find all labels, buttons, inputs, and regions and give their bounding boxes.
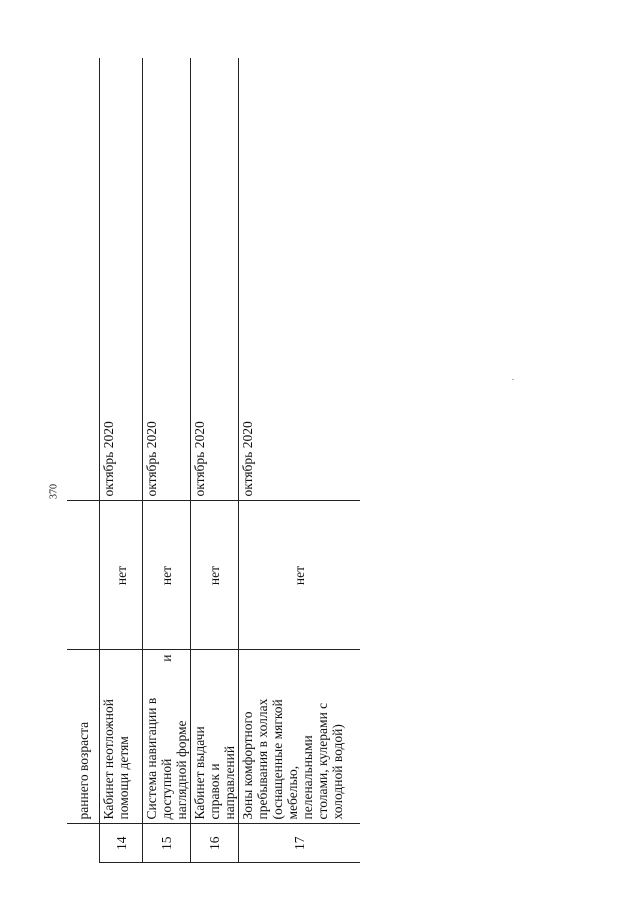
table-row-continuation xyxy=(67,58,100,863)
cell-continuation-label: раннего возраста xyxy=(67,650,100,824)
cell-availability: нет xyxy=(239,501,361,650)
cell-deadline: октябрь 2020 xyxy=(100,58,143,501)
name-line: направлений xyxy=(222,745,237,820)
page-number: 370 xyxy=(48,484,60,499)
table-row xyxy=(239,58,361,863)
table-row xyxy=(100,58,143,863)
cell-name xyxy=(239,650,361,824)
name-line: Зоны комфортного xyxy=(240,711,255,820)
cell-deadline-empty xyxy=(67,58,100,501)
name-line: Кабинет неотложной xyxy=(101,699,116,820)
scan-speck xyxy=(512,379,514,380)
name-line: помощи детям xyxy=(116,736,131,820)
cell-num: 16 xyxy=(191,824,239,863)
cell-name xyxy=(143,650,191,824)
name-line: наглядной форме xyxy=(174,720,189,820)
cell-availability-empty xyxy=(67,501,100,650)
cell-availability: нет xyxy=(100,501,143,650)
name-line: пеленальными xyxy=(300,735,315,820)
cell-num: 14 xyxy=(100,824,143,863)
cell-num: 15 xyxy=(143,824,191,863)
cell-num-empty xyxy=(67,824,100,863)
name-line-justified xyxy=(159,655,174,820)
cell-availability: нет xyxy=(143,501,191,650)
name-line-part: и xyxy=(159,654,174,662)
name-line: столами, кулерами с xyxy=(315,702,330,820)
name-line: справок и xyxy=(207,763,222,820)
name-line: холодной водой) xyxy=(330,724,345,820)
equipment-table xyxy=(67,58,360,863)
cell-name xyxy=(191,650,239,824)
cell-deadline: октябрь 2020 xyxy=(143,58,191,501)
name-line: Система навигации в xyxy=(144,697,159,820)
name-line: (оснащенные мягкой xyxy=(270,699,285,820)
table-row xyxy=(143,58,191,863)
cell-deadline: октябрь 2020 xyxy=(239,58,361,501)
name-line: мебелью, xyxy=(285,765,300,820)
table-viewport xyxy=(67,58,360,863)
cell-num: 17 xyxy=(239,824,361,863)
name-line: Кабинет выдачи xyxy=(192,726,207,820)
cell-deadline: октябрь 2020 xyxy=(191,58,239,501)
table-rotation-wrapper xyxy=(67,58,360,863)
name-line: пребывания в холлах xyxy=(255,698,270,820)
cell-availability: нет xyxy=(191,501,239,650)
name-line-part: доступной xyxy=(159,758,174,820)
table-row xyxy=(191,58,239,863)
cell-name xyxy=(100,650,143,824)
